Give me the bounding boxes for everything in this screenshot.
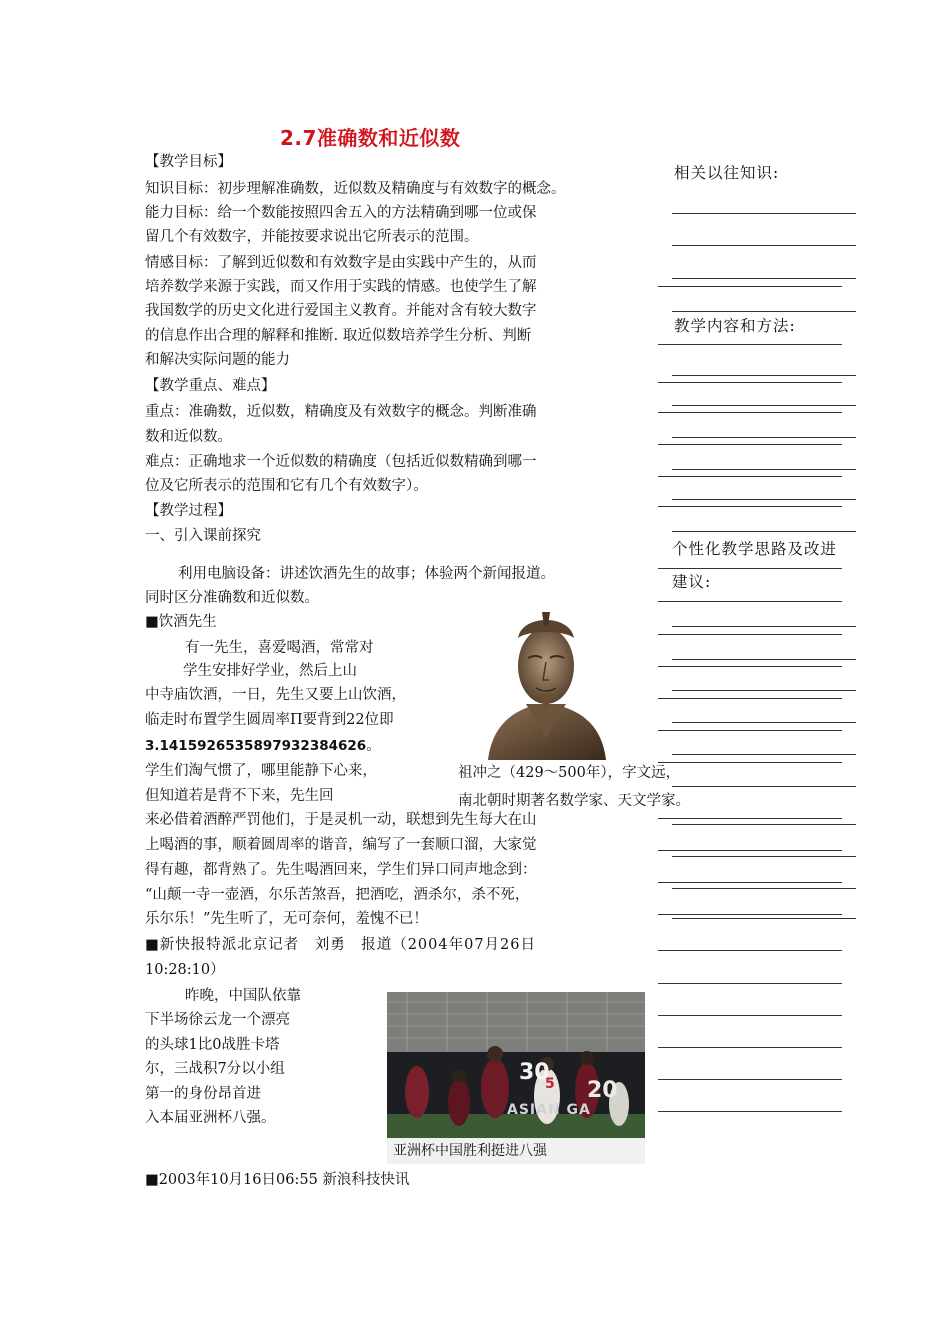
emotion-goal-line: 培养数学来源于实践，而又作用于实践的情感。也使学生了解 xyxy=(145,279,537,295)
story-line: 学生安排好学业，然后上山 xyxy=(183,663,357,679)
note-line xyxy=(672,469,856,470)
note-line xyxy=(672,375,856,376)
pi-end: 。 xyxy=(366,738,381,754)
difficulty-line: 难点：正确地求一个近似数的精确度（包括近似数精确到哪一 xyxy=(145,454,537,470)
note-line xyxy=(658,506,842,507)
note-line xyxy=(658,950,842,951)
jersey-number: 5 xyxy=(545,1076,555,1092)
sidebar-content-methods: 教学内容和方法: xyxy=(674,317,796,335)
note-line xyxy=(672,311,856,312)
note-line xyxy=(672,754,856,755)
news1-line: 昨晚，中国队依靠 xyxy=(185,988,301,1004)
stadium-banner: ASIAN GA xyxy=(507,1102,591,1118)
note-line xyxy=(658,568,842,569)
pi-digits-line xyxy=(145,737,381,755)
note-line xyxy=(672,405,856,406)
news1-header: ■新快报特派北京记者 刘勇 报道（2004年07月26日 xyxy=(145,937,537,953)
story-line: 但知道若是背不下来，先生回 xyxy=(145,788,334,804)
note-line xyxy=(672,531,856,532)
intro-text: 同时区分准确数和近似数。 xyxy=(145,590,319,606)
note-line xyxy=(658,344,842,345)
note-line xyxy=(672,918,856,919)
note-line xyxy=(658,818,842,819)
sidebar-prior-knowledge: 相关以往知识: xyxy=(674,164,780,182)
asian-cup-photo xyxy=(387,992,645,1164)
story-line: 来必借着酒醉严罚他们，于是灵机一动，联想到先生每大在山 xyxy=(145,812,537,828)
difficulty-line: 位及它所表示的范围和它有几个有效数字）。 xyxy=(145,478,428,494)
news1-line: 入本届亚洲杯八强。 xyxy=(145,1110,276,1126)
note-line xyxy=(672,690,856,691)
photo-caption: 亚洲杯中国胜利挺进八强 xyxy=(387,1138,645,1164)
note-line xyxy=(658,698,842,699)
ability-goal-line: 能力目标：给一个数能按照四舍五入的方法精确到哪一位或保 xyxy=(145,205,537,221)
note-line xyxy=(672,278,856,279)
note-line xyxy=(672,626,856,627)
story-line: “山颠一寺一壶酒，尔乐苦煞吾，把酒吃，酒杀尔，杀不死， xyxy=(145,887,530,903)
note-line xyxy=(658,601,842,602)
note-line xyxy=(658,882,842,883)
note-line xyxy=(658,730,842,731)
note-line xyxy=(658,412,842,413)
emotion-goal-line: 情感目标：了解到近似数和有效数字是由实践中产生的，从而 xyxy=(145,255,537,271)
note-line xyxy=(658,914,842,915)
note-line xyxy=(672,245,856,246)
story-line: 得有趣，都背熟了。先生喝酒回来，学生们异口同声地念到： xyxy=(145,862,537,878)
pi-digits: 3.1415926535897932384626 xyxy=(145,738,367,754)
note-line xyxy=(672,722,856,723)
key-point-line: 数和近似数。 xyxy=(145,429,232,445)
sidebar-personal-notes: 建议: xyxy=(672,573,712,591)
jersey-number: 30 xyxy=(519,1060,550,1085)
news1-line: 的头球1比0战胜卡塔 xyxy=(145,1037,280,1053)
news1-header: 10:28:10） xyxy=(145,962,225,978)
note-line xyxy=(658,1015,842,1016)
note-line xyxy=(672,213,856,214)
note-line xyxy=(672,786,856,787)
note-line xyxy=(658,666,842,667)
note-line xyxy=(658,382,842,383)
note-line xyxy=(672,824,856,825)
intro-text: 利用电脑设备：讲述饮酒先生的故事；体验两个新闻报道。 xyxy=(178,566,555,582)
news1-line: 第一的身份昂首进 xyxy=(145,1086,261,1102)
page-title: 2.7准确数和近似数 xyxy=(280,126,461,150)
news1-line: 尔，三战积7分以小组 xyxy=(145,1061,285,1077)
story-line: 有一先生，喜爱喝酒，常常对 xyxy=(185,640,374,656)
note-line xyxy=(658,444,842,445)
stadium-banner-number: 20 xyxy=(587,1078,618,1103)
note-line xyxy=(658,762,842,763)
story-line: 学生们淘气惯了，哪里能静下心来， xyxy=(145,763,377,779)
note-line xyxy=(658,850,842,851)
emotion-goal-line: 我国数学的历史文化进行爱国主义教育。并能对含有较大数字 xyxy=(145,303,537,319)
knowledge-goal: 知识目标：初步理解准确数，近似数及精确度与有效数字的概念。 xyxy=(145,181,566,197)
note-line xyxy=(658,286,842,287)
intro-header: 一、引入课前探究 xyxy=(145,528,261,544)
emotion-goal-line: 的信息作出合理的解释和推断. 取近似数培养学生分析、判断 xyxy=(145,328,532,344)
note-line xyxy=(658,476,842,477)
news1-line: 下半场徐云龙一个漂亮 xyxy=(145,1012,290,1028)
note-line xyxy=(672,437,856,438)
bust-caption-line: 南北朝时期著名数学家、天文学家。 xyxy=(458,793,690,809)
note-line xyxy=(672,856,856,857)
note-line xyxy=(658,1079,842,1080)
story-line: 中寺庙饮酒，一日，先生又要上山饮酒， xyxy=(145,687,406,703)
note-line xyxy=(658,983,842,984)
ability-goal-line: 留几个有效数字，并能按要求说出它所表示的范围。 xyxy=(145,229,479,245)
sidebar-personal-notes: 个性化教学思路及改进 xyxy=(672,540,838,558)
note-line xyxy=(672,499,856,500)
note-line xyxy=(658,634,842,635)
story-line: 乐尔乐！”先生听了，无可奈何，羞愧不已！ xyxy=(145,911,428,927)
note-line xyxy=(658,1047,842,1048)
key-point-line: 重点：准确数，近似数，精确度及有效数字的概念。判断准确 xyxy=(145,404,537,420)
process-header: 【教学过程】 xyxy=(145,503,232,519)
story-line: 上喝酒的事，顺着圆周率的谐音，编写了一套顺口溜，大家觉 xyxy=(145,837,537,853)
zu-chongzhi-bust-image xyxy=(482,608,610,760)
goals-header: 【教学目标】 xyxy=(145,154,232,170)
note-line xyxy=(658,1111,842,1112)
note-line xyxy=(672,659,856,660)
keypoints-header: 【教学重点、难点】 xyxy=(145,378,276,394)
story-header: ■饮酒先生 xyxy=(145,614,217,630)
news2-header: ■2003年10月16日06:55 新浪科技快讯 xyxy=(145,1172,410,1188)
story-line: 临走时布置学生圆周率Π要背到22位即 xyxy=(145,712,394,728)
bust-caption-line: 祖冲之（429～500年），字文远， xyxy=(458,765,681,781)
emotion-goal-line: 和解决实际问题的能力 xyxy=(145,352,290,368)
note-line xyxy=(672,888,856,889)
